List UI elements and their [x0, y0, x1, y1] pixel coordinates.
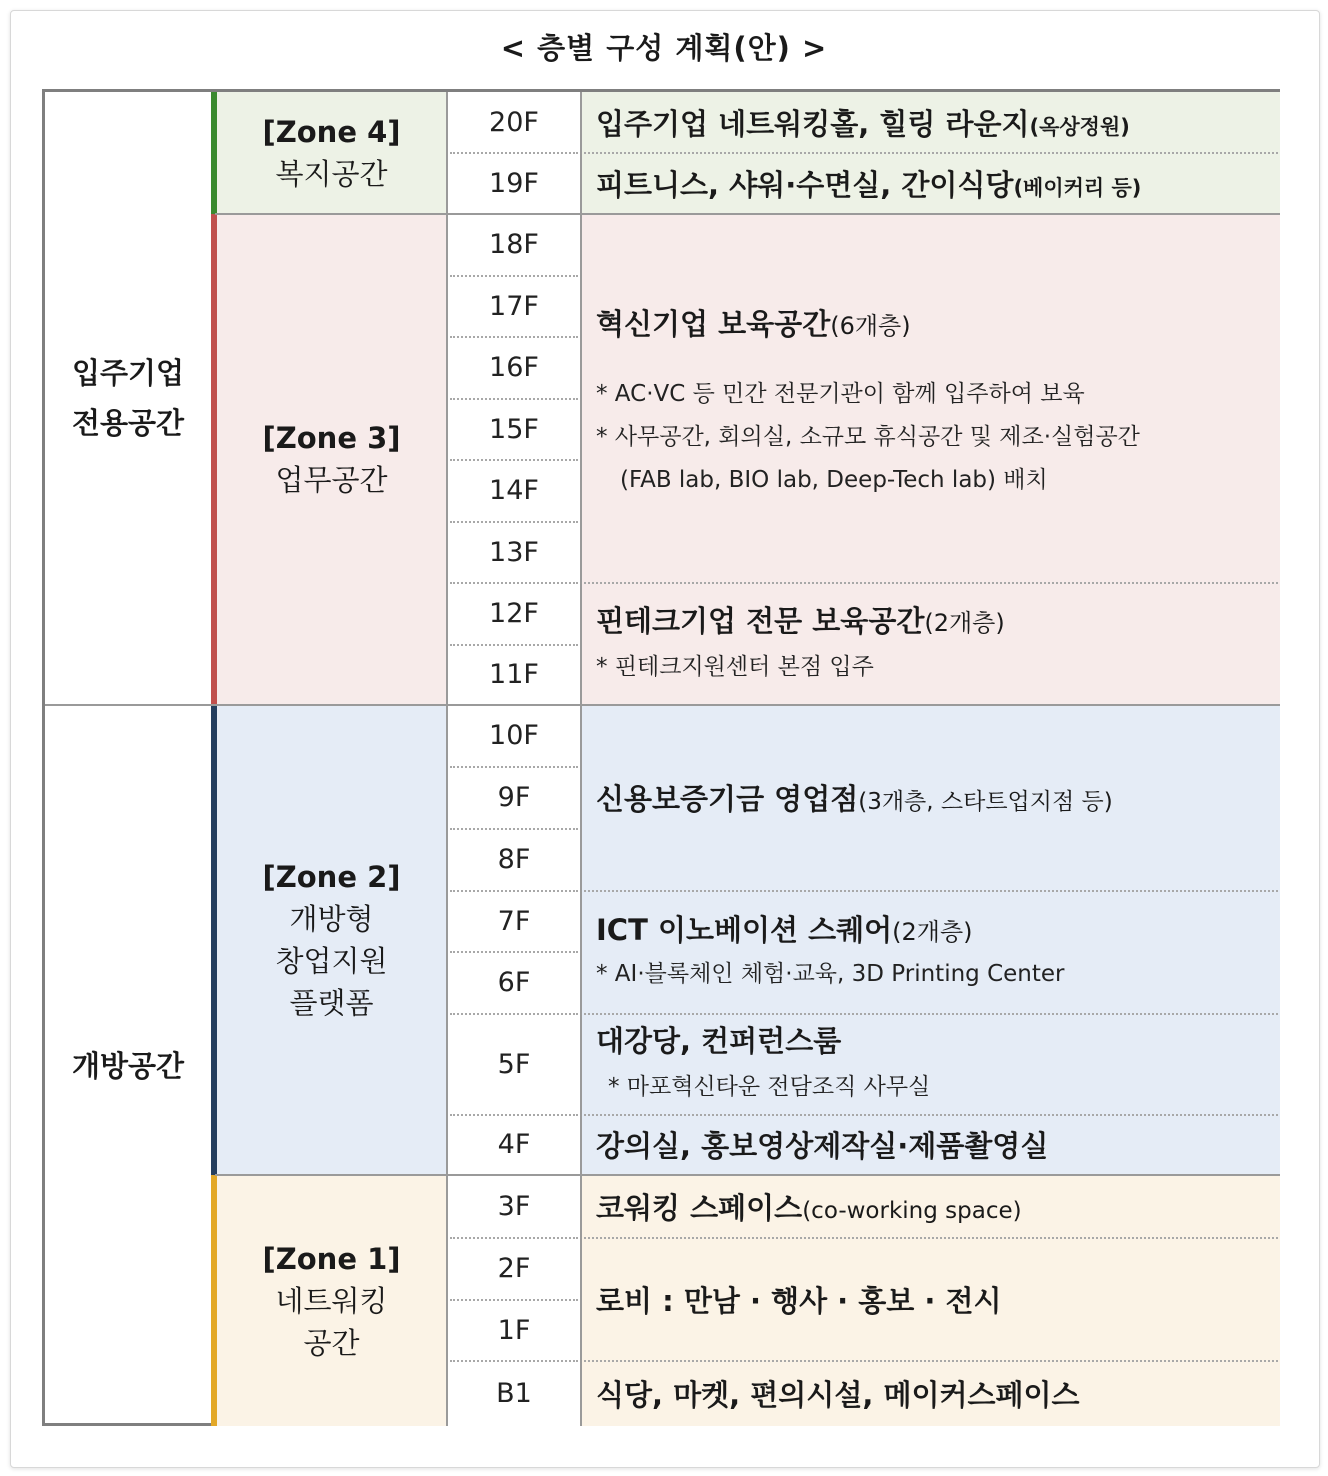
space-8f-10f-sub: (3개층, 스타트업지점 등): [858, 789, 1113, 815]
space-1f-2f-main: 로비 : 만남 · 행사 · 홍보 · 전시: [596, 1283, 1002, 1318]
floor-label: 1F: [497, 1314, 531, 1346]
zone1-label: [217, 1175, 446, 1426]
space-3f-sub: (co-working space): [802, 1197, 1022, 1224]
space-6f-7f-sub: (2개층): [892, 918, 973, 946]
space-13f-18f-sub: (6개층): [830, 312, 911, 340]
space-8f-10f: [582, 705, 1280, 890]
floor-label: 15F: [489, 413, 539, 445]
zone4-label: [217, 92, 446, 213]
floor-label: 12F: [489, 598, 539, 629]
floor-label: 3F: [497, 1190, 531, 1222]
floor-label: 5F: [497, 1048, 531, 1080]
space-13f-18f-note2: * 사무공간, 회의실, 소규모 휴식공간 및 제조·실험공간: [596, 424, 1140, 450]
space-13f-18f-main: 혁신기업 보육공간: [596, 307, 831, 341]
space-19f-main: 피트니스, 샤워·수면실, 간이식당: [596, 167, 1014, 202]
space-4f-main: 강의실, 홍보영상제작실·제품촬영실: [596, 1129, 1049, 1163]
floor-label: 14F: [489, 475, 539, 506]
category-tenant-line2: 전용공간: [71, 406, 185, 440]
page-title: < 층별 구성 계획(안) >: [500, 31, 828, 65]
space-11f-12f-note: * 핀테크지원센터 본점 입주: [596, 653, 874, 680]
space-3f: [582, 1175, 1280, 1237]
zone3-name: [Zone 3]: [262, 421, 401, 455]
floor-label: 17F: [489, 290, 539, 322]
floor-label: 9F: [497, 782, 531, 813]
floor-label: 13F: [489, 536, 539, 568]
zone3-desc: 업무공간: [275, 463, 388, 497]
space-8f-10f-main: 신용보증기금 영업점: [596, 782, 859, 816]
floor-label: 16F: [489, 352, 539, 383]
zone1-name: [Zone 1]: [262, 1241, 401, 1276]
space-b1-main: 식당, 마켓, 편의시설, 메이커스페이스: [596, 1378, 1080, 1412]
space-11f-12f-sub: (2개층): [924, 608, 1005, 637]
zone3-label: [217, 214, 446, 704]
floor-label: 6F: [497, 967, 531, 998]
floor-label: 4F: [497, 1129, 531, 1160]
zone2-desc-line3: 플랫폼: [289, 985, 374, 1020]
space-13f-18f-note1: * AC·VC 등 민간 전문기관이 함께 입주하여 보육: [596, 381, 1085, 407]
floor-label: 2F: [497, 1253, 531, 1284]
space-20f-sub: (옥상정원): [1029, 114, 1130, 139]
space-5f-main: 대강당, 컨퍼런스룸: [596, 1024, 842, 1058]
floor-plan-table: [42, 89, 1280, 1426]
space-b1: [582, 1361, 1280, 1426]
floor-label: 20F: [489, 106, 539, 138]
space-13f-18f: [582, 214, 1280, 582]
space-20f: [582, 92, 1280, 152]
zone1-desc-line2: 공간: [303, 1325, 360, 1360]
zone2-desc-line2: 창업지원: [275, 943, 388, 978]
floor-label: B1: [496, 1378, 532, 1409]
floor-label: 10F: [489, 720, 539, 751]
zone1-desc-line1: 네트워킹: [275, 1283, 388, 1318]
floor-label: 7F: [497, 905, 531, 937]
floor-label: 18F: [489, 229, 539, 260]
floor-label: 11F: [489, 659, 539, 690]
floor-label: 19F: [489, 167, 539, 199]
space-6f-7f-note: * AI·블록체인 체험·교육, 3D Printing Center: [596, 961, 1065, 987]
space-6f-7f: [582, 891, 1280, 1013]
floor-label: 8F: [497, 844, 531, 875]
category-open-space: [45, 705, 211, 1426]
space-5f-note: * 마포혁신타운 전담조직 사무실: [608, 1074, 931, 1100]
zone4-name: [Zone 4]: [262, 114, 401, 149]
space-11f-12f-main: 핀테크기업 전문 보육공간: [596, 603, 925, 638]
category-open-label: 개방공간: [71, 1048, 185, 1083]
zone4-desc: 복지공간: [275, 156, 388, 191]
space-6f-7f-main: ICT 이노베이션 스퀘어: [596, 913, 893, 947]
space-19f: [582, 153, 1280, 213]
space-3f-main: 코워킹 스페이스: [596, 1190, 803, 1225]
zone2-desc-line1: 개방형: [289, 901, 374, 936]
space-5f: [582, 1014, 1280, 1114]
space-1f-2f: [582, 1238, 1280, 1360]
space-13f-18f-note3: (FAB lab, BIO lab, Deep-Tech lab) 배치: [620, 467, 1048, 493]
category-tenant-line1: 입주기업: [71, 356, 185, 390]
space-19f-sub: (베이커리 등): [1013, 175, 1142, 200]
space-4f: [582, 1115, 1280, 1174]
space-20f-main: 입주기업 네트워킹홀, 힐링 라운지: [596, 106, 1030, 141]
space-11f-12f: [582, 583, 1280, 704]
category-tenant-space: [45, 92, 211, 704]
zone2-name: [Zone 2]: [262, 859, 401, 894]
zone2-label: [217, 705, 446, 1174]
